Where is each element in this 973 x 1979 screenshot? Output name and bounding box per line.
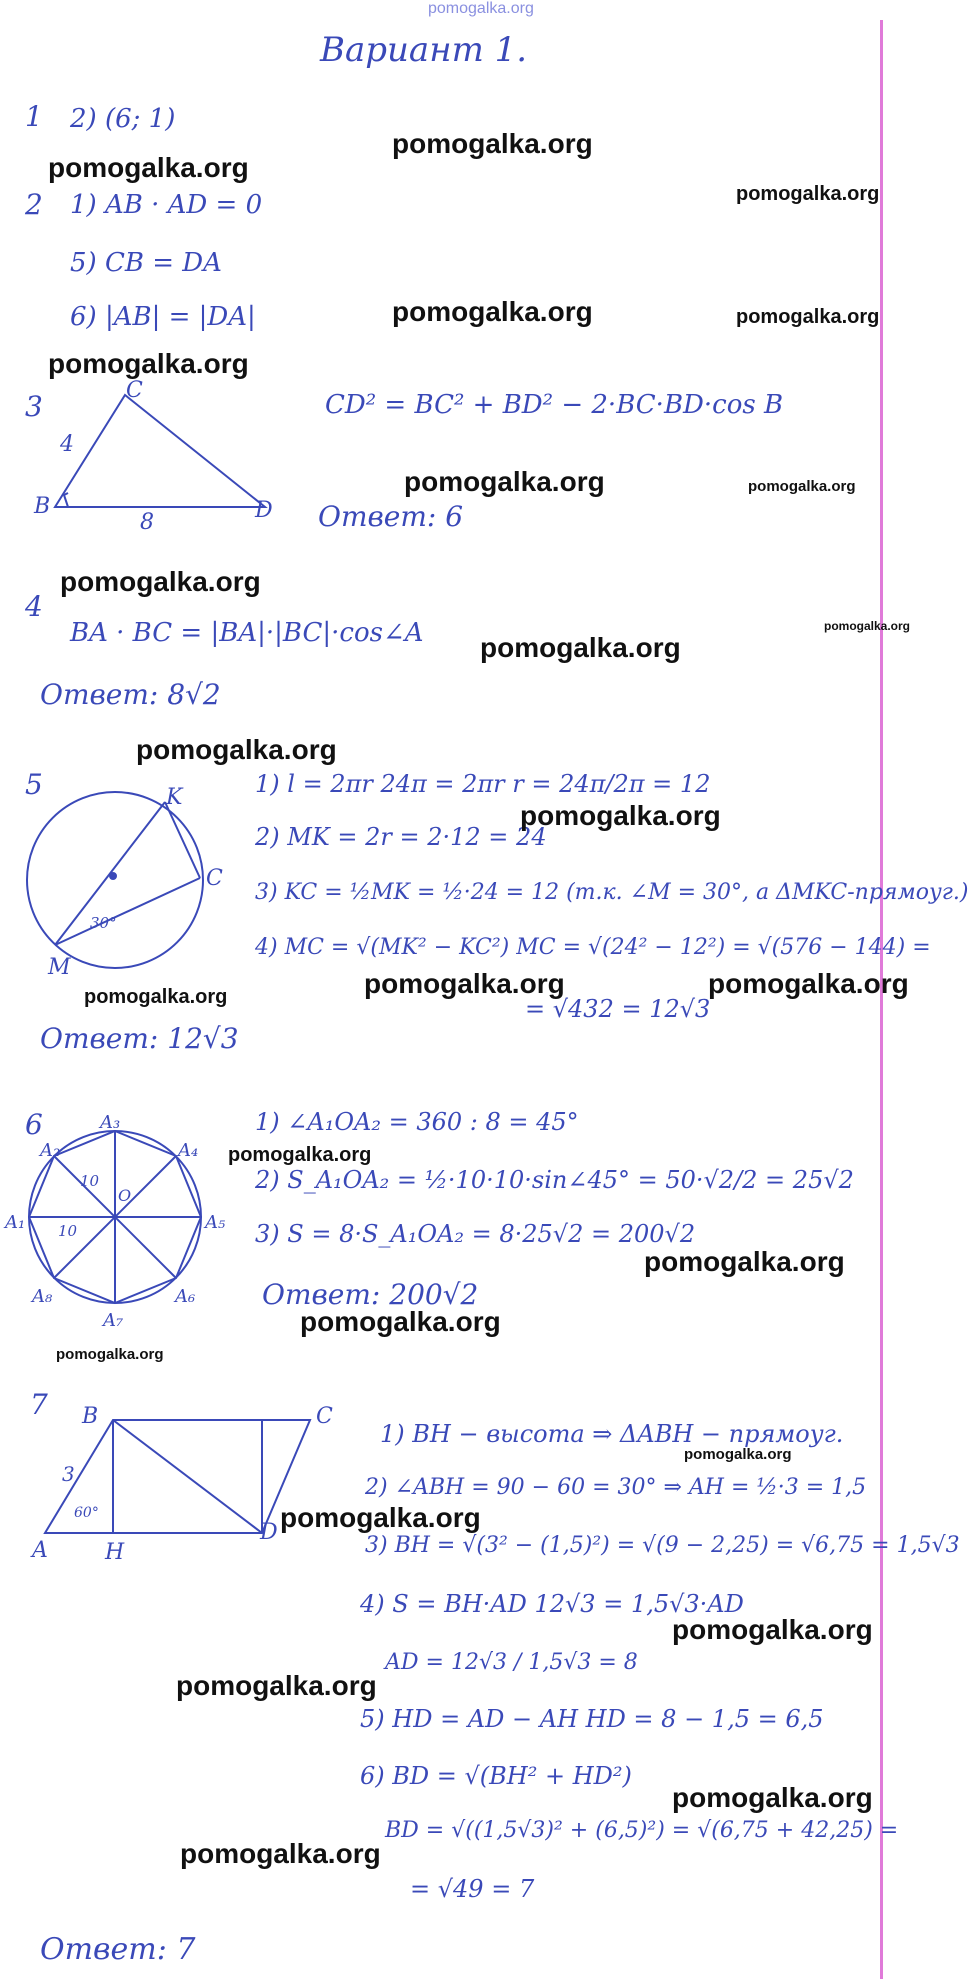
q5-center-dot [110, 873, 116, 879]
q4-number: 4 [25, 590, 43, 623]
q7-line: 6) BD = √(BH² + HD²) [360, 1762, 632, 1790]
q6-label-o: O [118, 1186, 132, 1205]
q6-radius-label: 10 [58, 1222, 78, 1240]
q6-label-a6: A₆ [175, 1286, 196, 1307]
q3-triangle-figure [40, 385, 280, 515]
q7-diagonal-bd [113, 1420, 262, 1533]
watermark: pomogalka.org [60, 566, 261, 597]
q3-angle-mark [64, 493, 68, 507]
watermark: pomogalka.org [176, 1670, 377, 1701]
q1-answer: 2) (6; 1) [70, 104, 176, 134]
q7-line: BD = √((1,5√3)² + (6,5)²) = √(6,75 + 42,25) = [385, 1818, 899, 1843]
q2-line: 1) AB · AD = 0 [70, 190, 263, 220]
q6-label-a5: A₅ [205, 1212, 226, 1233]
q7-angle-label: 60° [74, 1505, 99, 1521]
q7-number: 7 [30, 1388, 48, 1421]
q7-answer: Ответ: 7 [40, 1932, 196, 1967]
q5-chord-kc [165, 802, 200, 878]
q6-label-a2: A₂ [40, 1140, 61, 1161]
q5-circle [27, 792, 203, 968]
watermark: pomogalka.org [748, 478, 856, 495]
q5-line: 1) l = 2πr 24π = 2πr r = 24π/2π = 12 [255, 770, 711, 798]
q5-number: 5 [25, 768, 43, 801]
q4-answer: Ответ: 8√2 [40, 678, 221, 711]
q5-chord-mc [55, 878, 200, 945]
q6-answer: Ответ: 200√2 [262, 1278, 479, 1311]
watermark: pomogalka.org [48, 152, 249, 183]
q3-answer: Ответ: 6 [318, 500, 464, 533]
q2-number: 2 [25, 188, 43, 221]
q5-label-k: K [166, 785, 183, 810]
q6-line: 2) S_A₁OA₂ = ½·10·10·sin∠45° = 50·√2/2 = 25√2 [255, 1166, 854, 1194]
q2-line: 6) |AB| = |DA| [70, 302, 256, 332]
watermark: pomogalka.org [56, 1346, 164, 1363]
q7-label-a: A [32, 1538, 48, 1563]
q6-label-a1: A₁ [5, 1212, 26, 1233]
q3-side-bc: 4 [60, 432, 74, 457]
q5-line: 3) KC = ½MK = ½·24 = 12 (т.к. ∠M = 30°, а ΔMKC-прямоуг.) [255, 880, 969, 905]
q5-label-c: C [206, 866, 223, 891]
watermark: pomogalka.org [736, 306, 880, 328]
watermark: pomogalka.org [300, 1306, 501, 1337]
watermark: pomogalka.org [84, 986, 228, 1008]
q7-label-d: D [260, 1520, 278, 1545]
q7-line: 1) BH − высота ⇒ ΔABH − прямоуг. [380, 1420, 844, 1448]
q6-line: 3) S = 8·S_A₁OA₂ = 8·25√2 = 200√2 [255, 1220, 696, 1248]
watermark: pomogalka.org [736, 183, 880, 205]
q6-label-a7: A₇ [103, 1310, 124, 1331]
watermark: pomogalka.org [280, 1502, 481, 1533]
q5-line: 4) MC = √(MK² − KC²) MC = √(24² − 12²) = √(576 − 144) = [255, 935, 931, 960]
page-title: Вариант 1. [320, 30, 528, 70]
q7-line: = √49 = 7 [410, 1875, 535, 1903]
watermark: pomogalka.org [392, 128, 593, 159]
q7-line: 3) BH = √(3² − (1,5)²) = √(9 − 2,25) = √6,75 = 1,5√3 [365, 1533, 960, 1558]
q5-circle-figure [25, 790, 215, 970]
watermark: pomogalka.org [136, 734, 337, 765]
watermark: pomogalka.org [824, 619, 911, 633]
q4-formula: BA · BC = |BA|·|BC|·cos∠A [70, 618, 424, 648]
q7-label-c: C [316, 1404, 333, 1429]
watermark: pomogalka.org [672, 1614, 873, 1645]
watermark: pomogalka.org [392, 296, 593, 327]
q6-label-a8: A₈ [32, 1286, 53, 1307]
q6-line: 1) ∠A₁OA₂ = 360 : 8 = 45° [255, 1108, 579, 1136]
watermark: pomogalka.org [672, 1782, 873, 1813]
q6-number: 6 [25, 1108, 43, 1141]
q3-side-bd: 8 [140, 510, 154, 535]
q5-angle-label: 30° [90, 914, 117, 932]
q6-label-a4: A₄ [178, 1140, 199, 1161]
q3-formula: CD² = BC² + BD² − 2·BC·BD·cos B [325, 390, 784, 420]
q7-label-b: B [82, 1404, 99, 1429]
watermark: pomogalka.org [364, 968, 565, 999]
q7-line: AD = 12√3 / 1,5√3 = 8 [385, 1650, 638, 1675]
q6-radius-label: 10 [80, 1172, 100, 1190]
watermark: pomogalka.org [48, 348, 249, 379]
watermark: pomogalka.org [708, 968, 909, 999]
q5-line: = √432 = 12√3 [525, 995, 711, 1023]
watermark: pomogalka.org [404, 466, 605, 497]
watermark: pomogalka.org [684, 1446, 792, 1463]
q7-side-label: 3 [62, 1462, 75, 1486]
q3-label-d: D [255, 498, 273, 523]
q3-triangle [55, 395, 265, 507]
watermark-top: pomogalka.org [428, 0, 534, 17]
q3-label-c: C [126, 378, 143, 403]
watermark: pomogalka.org [228, 1144, 372, 1166]
watermark: pomogalka.org [644, 1246, 845, 1277]
watermark: pomogalka.org [520, 800, 721, 831]
q3-number: 3 [25, 390, 43, 423]
q7-line: 4) S = BH·AD 12√3 = 1,5√3·AD [360, 1590, 744, 1618]
q7-line: 2) ∠ABH = 90 − 60 = 30° ⇒ AH = ½·3 = 1,5 [365, 1475, 867, 1500]
q2-line: 5) CB = DA [70, 248, 222, 278]
q5-line: 2) MK = 2r = 2·12 = 24 [255, 823, 547, 851]
q5-answer: Ответ: 12√3 [40, 1022, 239, 1055]
watermark: pomogalka.org [180, 1838, 381, 1869]
q6-label-a3: A₃ [100, 1112, 121, 1133]
q5-label-m: M [48, 955, 71, 980]
q7-label-h: H [105, 1540, 125, 1565]
watermark: pomogalka.org [480, 632, 681, 663]
q7-line: 5) HD = AD − AH HD = 8 − 1,5 = 6,5 [360, 1705, 824, 1733]
q3-label-b: B [34, 494, 51, 519]
q1-number: 1 [25, 100, 43, 133]
